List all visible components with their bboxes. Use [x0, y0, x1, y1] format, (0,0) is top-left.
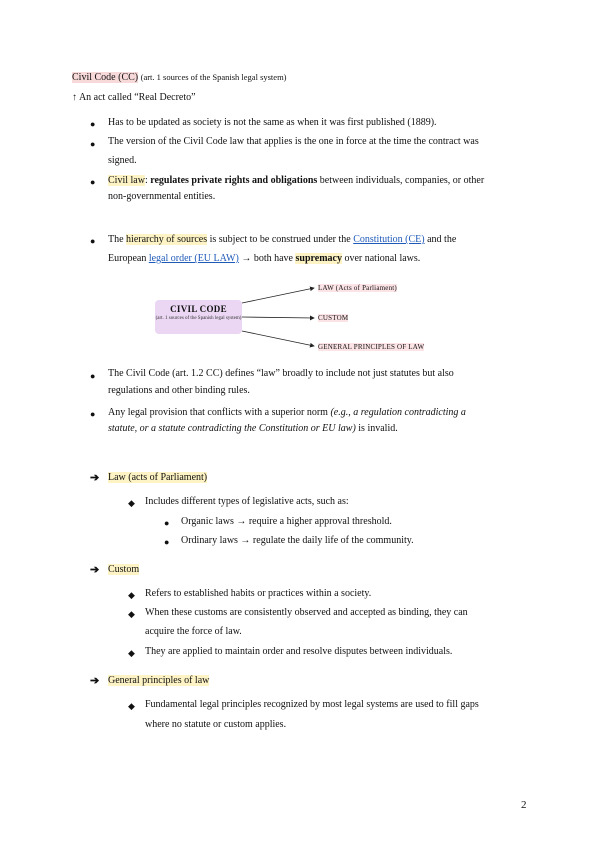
- bullet-icon: ●: [90, 139, 96, 149]
- section-title-general-principles: General principles of law: [108, 675, 210, 686]
- heading-note: ↑ An act called “Real Decreto”: [72, 92, 196, 103]
- diagram-label-law: LAW (Acts of Parliament): [318, 284, 397, 292]
- list-item: When these customs are consistently observed and accepted as binding, they can: [145, 607, 468, 618]
- list-item: Includes different types of legislative acts, such as:: [145, 496, 349, 507]
- arrow-to-general-principles: [242, 331, 314, 346]
- arrow-to-custom: [242, 317, 314, 318]
- heading-subtitle: (art. 1 sources of the Spanish legal system): [140, 72, 287, 82]
- list-item: Refers to established habits or practices within a society.: [145, 588, 372, 599]
- list-item-cont: signed.: [108, 155, 137, 166]
- bullet-icon: ●: [90, 177, 96, 187]
- diamond-icon: ◆: [128, 609, 135, 619]
- section-title-law: Law (acts of Parliament): [108, 472, 208, 483]
- diamond-icon: ◆: [128, 498, 135, 508]
- civil-code-box-title: CIVIL CODE: [170, 304, 227, 314]
- list-item: Civil law: regulates private rights and obligations between individuals, companies, or other: [108, 175, 485, 186]
- list-item: The Civil Code (art. 1.2 CC) defines “law” broadly to include not just statutes but also: [108, 368, 454, 379]
- list-item-cont: European legal order (EU LAW) → both have supremacy over national laws.: [108, 253, 421, 264]
- diamond-icon: ◆: [128, 648, 135, 658]
- diagram-label-custom: CUSTOM: [318, 314, 349, 322]
- list-item: Any legal provision that conflicts with a superior norm (e.g., a regulation contradicting a: [108, 407, 466, 418]
- bullet-icon: ●: [90, 371, 96, 381]
- list-item: The version of the Civil Code law that applies is the one in force at the time the contract was: [108, 136, 479, 147]
- hierarchy-term: hierarchy of sources: [126, 234, 208, 245]
- list-item: Fundamental legal principles recognized by most legal systems are used to fill gaps: [145, 699, 479, 710]
- list-item-cont: statute, or a statute contradicting the Constitution or EU law) is invalid.: [108, 423, 398, 434]
- civil-law-term: Civil law: [108, 175, 145, 186]
- bullet-icon: ●: [164, 537, 170, 547]
- arrow-icon: ➔: [90, 472, 100, 484]
- diamond-icon: ◆: [128, 590, 135, 600]
- heading-title: Civil Code (CC): [72, 72, 139, 83]
- up-arrow-icon: ↑: [72, 92, 77, 103]
- eu-law-link[interactable]: legal order (EU LAW): [148, 253, 239, 264]
- arrow-to-law: [242, 288, 314, 303]
- bullet-icon: ●: [164, 518, 170, 528]
- arrow-icon: ➔: [90, 675, 100, 687]
- list-item-cont: where no statute or custom applies.: [145, 719, 287, 730]
- bullet-icon: ●: [90, 409, 96, 419]
- civil-code-box-subtitle: (art. 1 sources of the Spanish legal system): [155, 316, 242, 321]
- constitution-link[interactable]: Constitution (CE): [353, 234, 425, 245]
- diamond-icon: ◆: [128, 701, 135, 711]
- section-title-custom: Custom: [108, 564, 140, 575]
- bullet-icon: ●: [90, 236, 96, 246]
- list-item: The hierarchy of sources is subject to be construed under the Constitution (CE) and the: [108, 234, 457, 245]
- page-number: 2: [521, 799, 527, 811]
- list-item: Has to be updated as society is not the same as when it was first published (1889).: [108, 117, 437, 128]
- list-item-cont: non-governmental entities.: [108, 191, 216, 202]
- list-item-cont: acquire the force of law.: [145, 626, 242, 637]
- list-item-cont: regulations and other binding rules.: [108, 385, 250, 396]
- diagram-label-general-principles: GENERAL PRINCIPLES OF LAW: [318, 343, 425, 351]
- arrow-icon: ➔: [90, 564, 100, 576]
- bullet-icon: ●: [90, 119, 96, 129]
- list-item: Organic laws → require a higher approval threshold.: [181, 516, 392, 527]
- list-item: They are applied to maintain order and resolve disputes between individuals.: [145, 646, 453, 657]
- list-item: Ordinary laws → regulate the daily life of the community.: [181, 535, 414, 546]
